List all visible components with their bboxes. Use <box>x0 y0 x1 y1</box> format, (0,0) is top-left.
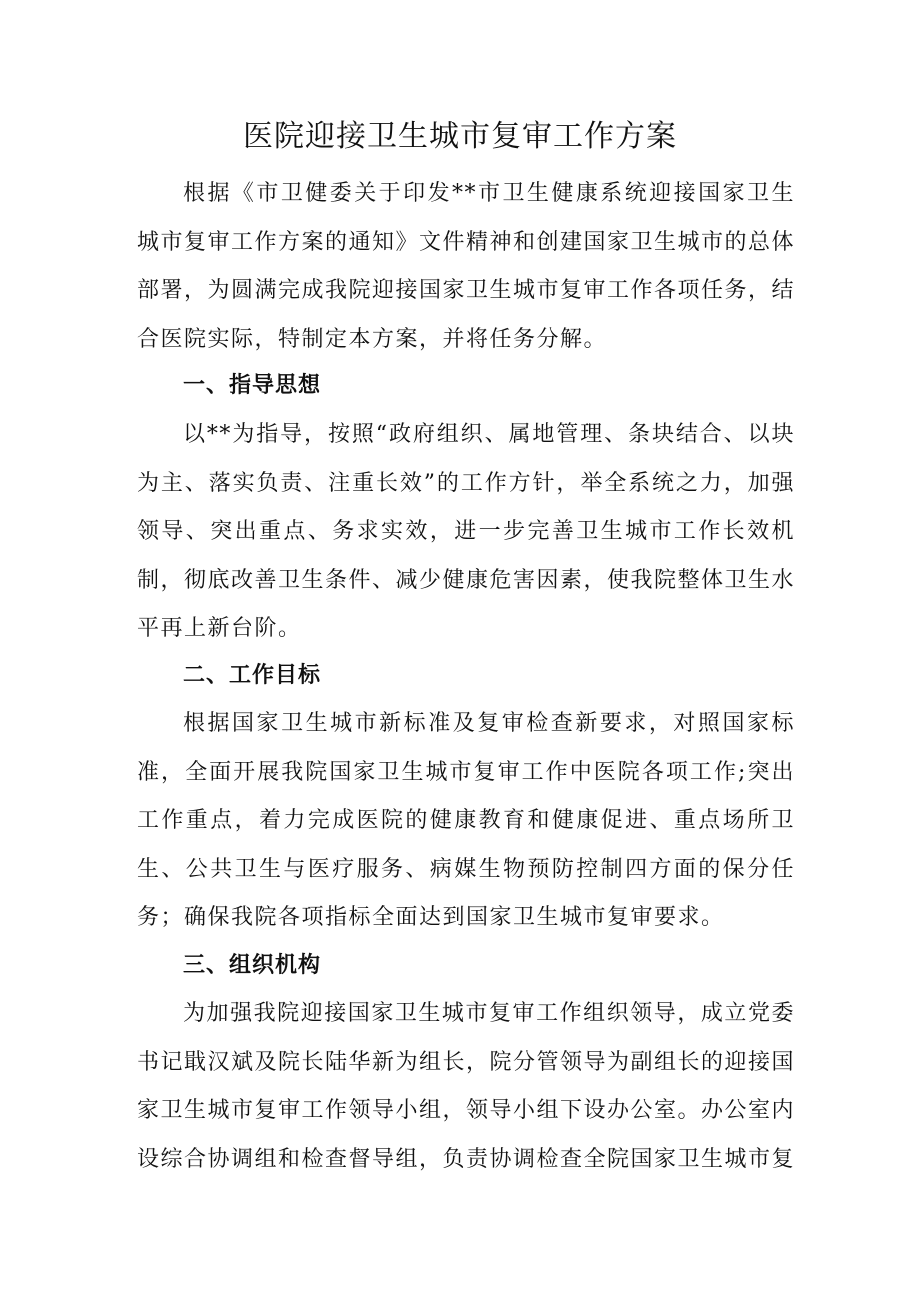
section-body-work-goals: 根据国家卫生城市新标准及复审检查新要求，对照国家标准，全面开展我院国家卫生城市复审工作中医院各项工作;突出工作重点，着力完成医院的健康教育和健康促进、重点场所卫生、公共卫生与医疗服务、病媒生物预防控制四方面的保分任务；确保我院各项指标全面达到国家卫生城市复审要求。 <box>137 711 795 930</box>
section-heading-work-goals: 二、工作目标 <box>183 663 322 688</box>
document-title: 医院迎接卫生城市复审工作方案 <box>243 119 677 154</box>
section-heading-guiding-ideology: 一、指导思想 <box>183 373 322 398</box>
section-body-guiding-ideology: 以**为指导，按照“政府组织、属地管理、条块结合、以块为主、落实负责、注重长效”的工作方针，举全系统之力，加强领导、突出重点、务求实效，进一步完善卫生城市工作长效机制，彻底改善卫生条件、减少健康危害因素，使我院整体卫生水平再上新台阶。 <box>137 422 796 641</box>
intro-paragraph: 根据《市卫健委关于印发**市卫生健康系统迎接国家卫生城市复审工作方案的通知》文件精神和创建国家卫生城市的总体部署，为圆满完成我院迎接国家卫生城市复审工作各项任务，结合医院实际，特制定本方案，并将任务分解。 <box>137 181 796 352</box>
section-heading-organization: 三、组织机构 <box>183 953 322 978</box>
section-body-organization: 为加强我院迎接国家卫生城市复审工作组织领导，成立党委书记戢汉斌及院长陆华新为组长，院分管领导为副组长的迎接国家卫生城市复审工作领导小组，领导小组下设办公室。办公室内设综合协调组和检查督导组，负责协调检查全院国家卫生城市复 <box>137 1001 796 1172</box>
